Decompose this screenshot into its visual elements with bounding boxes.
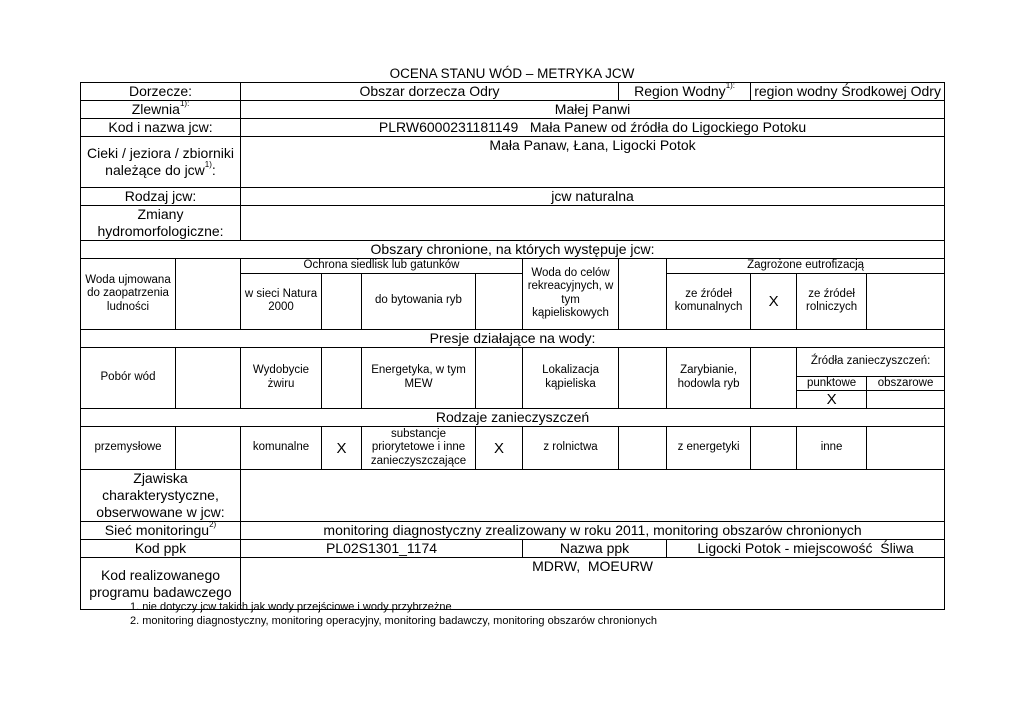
gravel-label: Wydobycie żwiru bbox=[241, 347, 322, 409]
row-pressures-header bbox=[81, 329, 945, 347]
agriculture-mark bbox=[619, 427, 667, 470]
natura-label: w sieci Natura 2000 bbox=[241, 273, 322, 329]
row-hydromorph bbox=[81, 206, 945, 241]
water-region-label: Region Wodny$^{1):}$ bbox=[619, 83, 751, 101]
monitoring-value: monitoring diagnostyczny zrealizowany w roku 2011, monitoring obszarów chronionych bbox=[241, 522, 945, 540]
row-monitoring bbox=[81, 522, 945, 540]
fish-stocking-label: Zarybianie, hodowla ryb bbox=[667, 347, 751, 409]
row-catchment bbox=[81, 101, 945, 119]
protected-header: Obszary chronione, na których występuje jcw: bbox=[81, 241, 945, 259]
point-sources-label: punktowe bbox=[797, 376, 867, 391]
energy-pollution-label: z energetyki bbox=[667, 427, 751, 470]
row-type bbox=[81, 188, 945, 206]
catchment-value: Małej Panwi bbox=[241, 101, 945, 119]
priority-substances-mark: X bbox=[476, 427, 523, 470]
code-name-value: PLRW6000231181149 Mała Panew od źródła do Ligockiego Potoku bbox=[241, 119, 945, 137]
energy-pressure-label: Energetyka, w tym MEW bbox=[362, 347, 476, 409]
basin-label: Dorzecze: bbox=[81, 83, 241, 101]
row-protected-groups bbox=[81, 259, 945, 274]
row-phenomena bbox=[81, 470, 945, 522]
watercourses-label: Cieki / jeziora / zbiorniki należące do jcw$^{1)}$: bbox=[81, 137, 241, 188]
fish-stocking-mark bbox=[751, 347, 797, 409]
municipal-source-mark: X bbox=[751, 273, 797, 329]
drinking-water-label: Woda ujmowana do zaopatrzenia ludności bbox=[81, 259, 176, 330]
area-sources-label: obszarowe bbox=[867, 376, 945, 391]
ppk-code-value: PL02S1301_1174 bbox=[241, 540, 523, 558]
phenomena-label: Zjawiska charakterystyczne, obserwowane w jcw: bbox=[81, 470, 241, 522]
agricultural-source-label: ze źródeł rolniczych bbox=[797, 273, 867, 329]
industrial-label: przemysłowe bbox=[81, 427, 176, 470]
eutro-group-label: Zagrożone eutrofizacją bbox=[667, 259, 945, 274]
municipal-pollution-mark: X bbox=[322, 427, 362, 470]
point-sources-mark: X bbox=[797, 391, 867, 409]
energy-pollution-mark bbox=[751, 427, 797, 470]
type-value: jcw naturalna bbox=[241, 188, 945, 206]
abstraction-mark bbox=[176, 347, 241, 409]
code-name-label: Kod i nazwa jcw: bbox=[81, 119, 241, 137]
bathing-label: Lokalizacja kąpieliska bbox=[523, 347, 619, 409]
row-pollution-header bbox=[81, 409, 945, 427]
area-sources-mark bbox=[867, 391, 945, 409]
metric-table bbox=[80, 82, 945, 610]
energy-pressure-mark bbox=[476, 347, 523, 409]
program-value: MDRW, MOEURW bbox=[241, 558, 945, 610]
footnote-1: 1. nie dotyczy jcw takich jak wody przejściowe i wody przybrzeżne bbox=[130, 601, 452, 613]
type-label: Rodzaj jcw: bbox=[81, 188, 241, 206]
row-basin bbox=[81, 83, 945, 101]
monitoring-label: Sieć monitoringu$^{2)}$ bbox=[81, 522, 241, 540]
recreation-mark bbox=[619, 259, 667, 330]
row-pressures-a bbox=[81, 347, 945, 376]
bathing-mark bbox=[619, 347, 667, 409]
agricultural-source-mark bbox=[867, 273, 945, 329]
row-protected-header bbox=[81, 241, 945, 259]
habitat-group-label: Ochrona siedlisk lub gatunków bbox=[241, 259, 523, 274]
hydromorph-label: Zmiany hydromorfologiczne: bbox=[81, 206, 241, 241]
priority-substances-label: substancje priorytetowe i inne zanieczyszczające bbox=[362, 427, 476, 470]
abstraction-label: Pobór wód bbox=[81, 347, 176, 409]
basin-value: Obszar dorzecza Odry bbox=[241, 83, 619, 101]
drinking-water-mark bbox=[176, 259, 241, 330]
ppk-name-value: Ligocki Potok - miejscowość Śliwa bbox=[667, 540, 945, 558]
watercourses-value: Mała Panaw, Łana, Ligocki Potok bbox=[241, 137, 945, 188]
ppk-code-label: Kod ppk bbox=[81, 540, 241, 558]
hydromorph-value bbox=[241, 206, 945, 241]
other-mark bbox=[867, 427, 945, 470]
fish-mark bbox=[476, 273, 523, 329]
row-pollution-types bbox=[81, 427, 945, 470]
row-ppk bbox=[81, 540, 945, 558]
industrial-mark bbox=[176, 427, 241, 470]
phenomena-value bbox=[241, 470, 945, 522]
municipal-source-label: ze źródeł komunalnych bbox=[667, 273, 751, 329]
document-title: OCENA STANU WÓD – METRYKA JCW bbox=[389, 66, 635, 81]
program-label: Kod realizowanego programu badawczego bbox=[81, 558, 241, 610]
pollution-sources-label: Źródła zanieczyszczeń: bbox=[797, 347, 945, 376]
other-label: inne bbox=[797, 427, 867, 470]
agriculture-label: z rolnictwa bbox=[523, 427, 619, 470]
fish-label: do bytowania ryb bbox=[362, 273, 476, 329]
pressures-header: Presje działające na wody: bbox=[81, 329, 945, 347]
recreation-label: Woda do celów rekreacyjnych, w tym kąpieliskowych bbox=[523, 259, 619, 330]
pollution-header: Rodzaje zanieczyszczeń bbox=[81, 409, 945, 427]
footnotes bbox=[130, 600, 657, 628]
footnote-2: 2. monitoring diagnostyczny, monitoring operacyjny, monitoring badawczy, monitoring obszarów chronionych bbox=[130, 615, 658, 627]
gravel-mark bbox=[322, 347, 362, 409]
water-region-value: region wodny Środkowej Odry bbox=[751, 83, 945, 101]
natura-mark bbox=[322, 273, 362, 329]
ppk-name-label: Nazwa ppk bbox=[523, 540, 667, 558]
row-watercourses bbox=[81, 137, 945, 188]
catchment-label: Zlewnia$^{1):}$ bbox=[81, 101, 241, 119]
row-code-name bbox=[81, 119, 945, 137]
municipal-pollution-label: komunalne bbox=[241, 427, 322, 470]
